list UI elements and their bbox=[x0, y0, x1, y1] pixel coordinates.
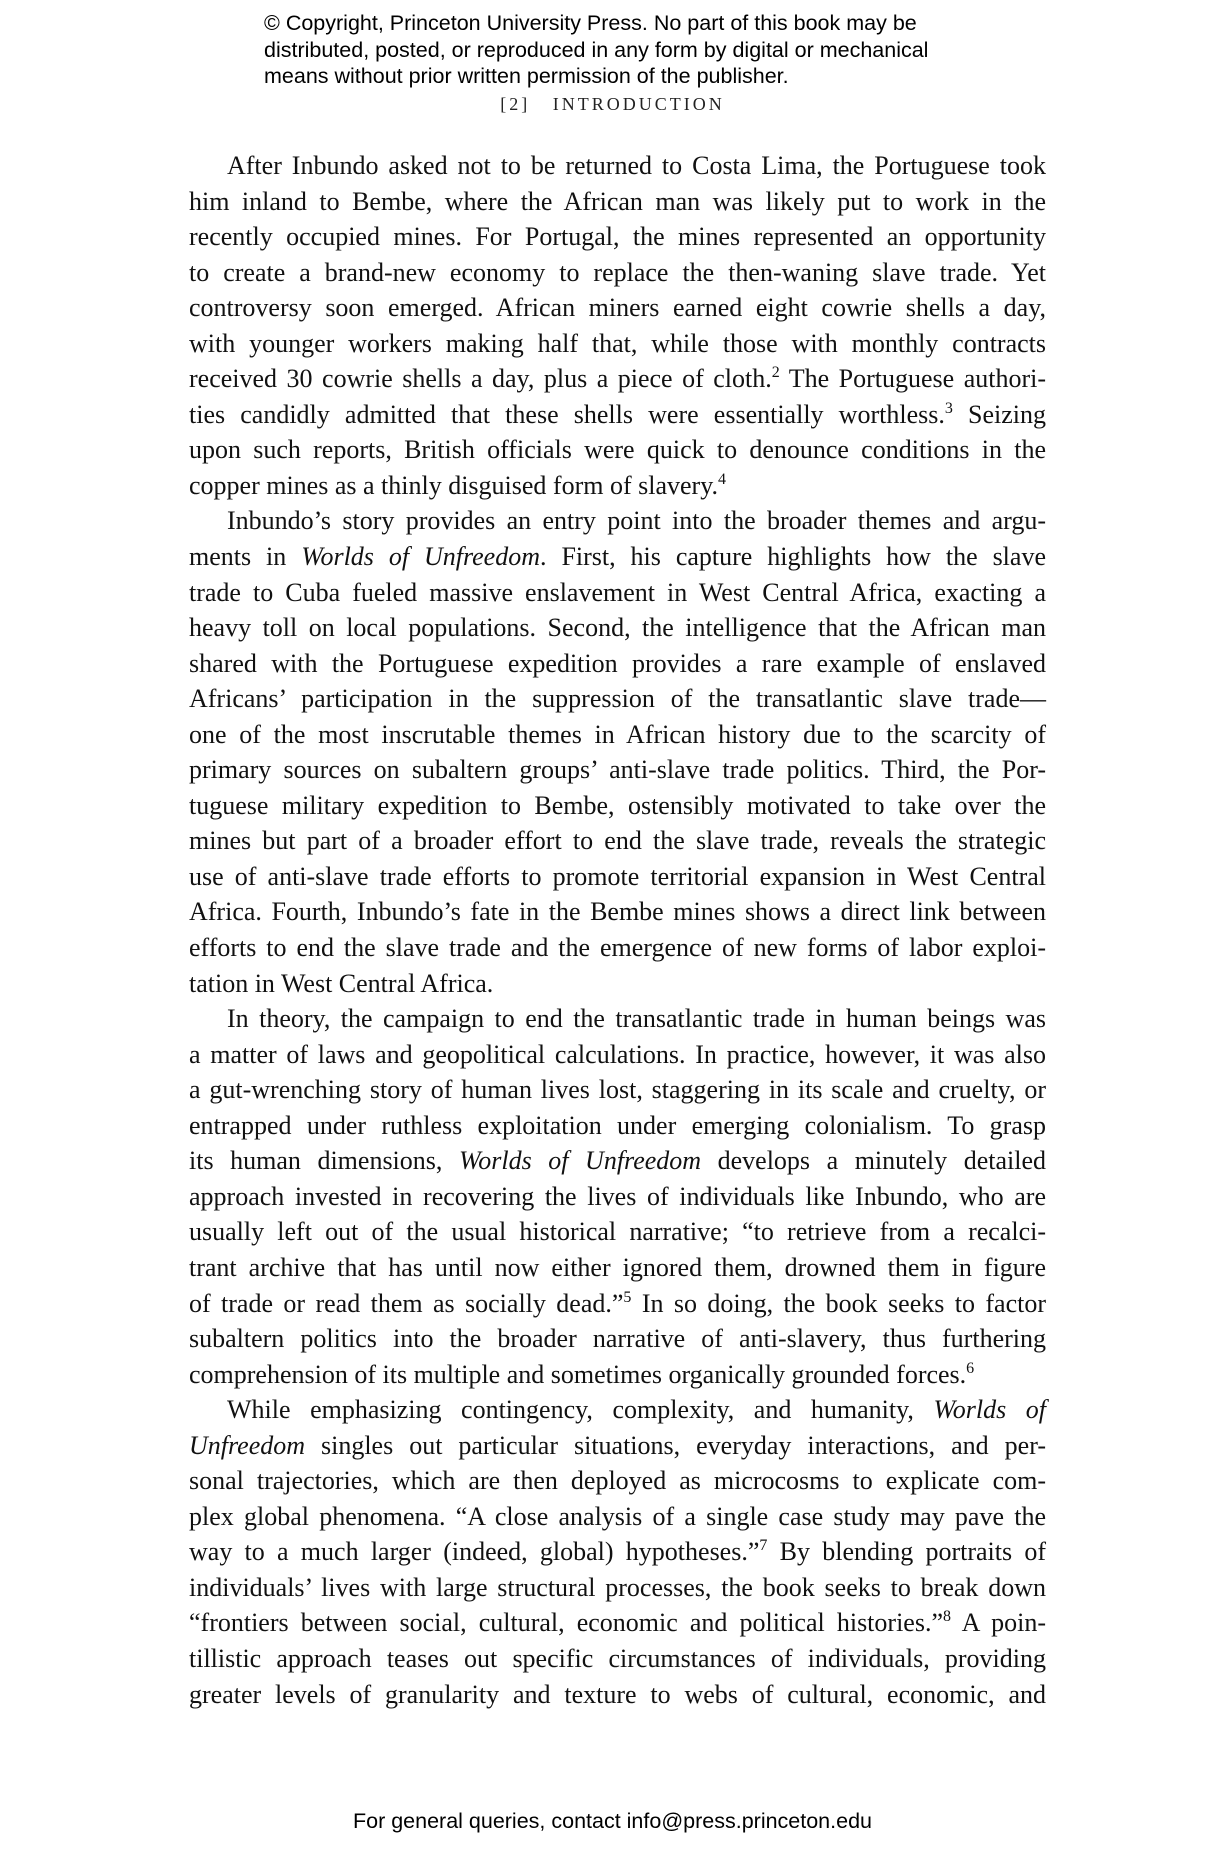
text-line: Africans’ participation in the suppression of the transatlantic slave trade— bbox=[189, 684, 1046, 714]
text-line: mines but part of a broader effort to end the slave trade, reveals the strategic bbox=[189, 826, 1046, 856]
text-line: usually left out of the usual historical narrative; “to retrieve from a recalci- bbox=[189, 1217, 1046, 1247]
text-line: shared with the Portuguese expedition provides a rare example of enslaved bbox=[189, 648, 1046, 678]
text-run: While emphasizing contingency, complexity, and humanity, bbox=[227, 1395, 934, 1425]
text-run: its human dimensions, bbox=[189, 1146, 459, 1176]
text-line: use of anti-slave trade efforts to promote territorial expansion in West Central bbox=[189, 861, 1046, 891]
paragraph bbox=[189, 148, 1046, 503]
text-run: “frontiers between social, cultural, economic and political histories.” bbox=[189, 1608, 943, 1638]
text-line bbox=[189, 539, 1046, 575]
text-run: ments in bbox=[189, 542, 302, 572]
footer-contact: For general queries, contact info@press.princeton.edu bbox=[352, 1809, 872, 1833]
footnote-ref[interactable]: 5 bbox=[623, 1288, 632, 1306]
text-line: plex global phenomena. “A close analysis of a single case study may pave the bbox=[189, 1501, 1046, 1531]
text-run: received 30 cowrie shells a day, plus a piece of cloth. bbox=[189, 364, 772, 394]
text-line bbox=[189, 397, 1046, 433]
footnote-ref[interactable]: 8 bbox=[943, 1608, 951, 1626]
copyright-line: means without prior written permission of the publisher. bbox=[264, 64, 789, 88]
text-line: Africa. Fourth, Inbundo’s fate in the Bembe mines shows a direct link between bbox=[189, 897, 1046, 927]
text-run: A poin- bbox=[951, 1608, 1047, 1638]
book-title: Worlds of Unfreedom bbox=[301, 542, 541, 572]
text-line: primary sources on subaltern groups’ anti-slave trade politics. Third, the Por- bbox=[189, 755, 1046, 785]
page-number: [2] bbox=[500, 94, 531, 114]
text-run: comprehension of its multiple and sometimes organically grounded forces. bbox=[189, 1359, 967, 1389]
copyright-line: © Copyright, Princeton University Press. No part of this book may be bbox=[264, 11, 917, 35]
text-run: of trade or read them as socially dead.” bbox=[189, 1288, 624, 1318]
text-line: to create a brand-new economy to replace the then-waning slave trade. Yet bbox=[189, 257, 1046, 287]
text-line: efforts to end the slave trade and the emergence of new forms of labor exploi- bbox=[189, 933, 1046, 963]
text-line: with younger workers making half that, while those with monthly contracts bbox=[189, 328, 1046, 358]
book-title: Worlds of Unfreedom bbox=[458, 1146, 702, 1176]
text-line: controversy soon emerged. African miners earned eight cowrie shells a day, bbox=[189, 293, 1046, 323]
text-line: recently occupied mines. For Portugal, the mines represented an opportunity bbox=[189, 222, 1046, 252]
text-run: By blending portraits of bbox=[767, 1537, 1046, 1567]
text-line bbox=[189, 1286, 1046, 1322]
text-line: individuals’ lives with large structural processes, the book seeks to break down bbox=[189, 1572, 1046, 1602]
text-line: Inbundo’s story provides an entry point into the broader themes and argu- bbox=[227, 506, 1046, 536]
text-line bbox=[189, 1143, 1046, 1179]
running-head bbox=[0, 94, 1225, 115]
text-run: singles out particular situations, everyday interactions, and per- bbox=[305, 1430, 1046, 1460]
footnote-ref[interactable]: 4 bbox=[718, 470, 727, 488]
footnote-ref[interactable]: 2 bbox=[771, 364, 780, 382]
text-line bbox=[189, 1605, 1046, 1641]
body-text bbox=[189, 148, 1046, 1712]
text-line bbox=[189, 1428, 1046, 1464]
text-run: The Portuguese authori- bbox=[779, 364, 1046, 394]
book-title: Worlds of bbox=[933, 1395, 1046, 1425]
footnote-ref[interactable]: 3 bbox=[944, 399, 953, 417]
text-run: copper mines as a thinly disguised form of slavery. bbox=[189, 470, 719, 500]
text-line bbox=[189, 1357, 1046, 1393]
text-line: tation in West Central Africa. bbox=[189, 968, 494, 998]
text-line: tuguese military expedition to Bembe, ostensibly motivated to take over the bbox=[189, 790, 1046, 820]
text-line: subaltern politics into the broader narrative of anti-slavery, thus furthering bbox=[189, 1324, 1046, 1354]
footnote-ref[interactable]: 6 bbox=[966, 1359, 975, 1377]
text-run: way to a much larger (indeed, global) hypotheses.” bbox=[189, 1537, 760, 1567]
paragraph bbox=[189, 1392, 1046, 1712]
paragraph bbox=[189, 503, 1046, 1001]
text-line: In theory, the campaign to end the transatlantic trade in human beings was bbox=[227, 1004, 1046, 1034]
text-run: . First, his capture highlights how the slave bbox=[540, 542, 1046, 572]
section-title: INTRODUCTION bbox=[552, 94, 725, 114]
text-line: him inland to Bembe, where the African man was likely put to work in the bbox=[189, 186, 1046, 216]
text-line bbox=[189, 468, 1046, 504]
text-line: trade to Cuba fueled massive enslavement in West Central Africa, exacting a bbox=[189, 577, 1046, 607]
text-line: upon such reports, British officials were quick to denounce conditions in the bbox=[189, 435, 1046, 465]
text-line: tillistic approach teases out specific circumstances of individuals, providing bbox=[189, 1643, 1046, 1673]
text-line: one of the most inscrutable themes in African history due to the scarcity of bbox=[189, 719, 1046, 749]
text-line bbox=[189, 1392, 1046, 1428]
copyright-notice bbox=[264, 10, 1024, 90]
text-line: approach invested in recovering the lives of individuals like Inbundo, who are bbox=[189, 1181, 1046, 1211]
text-line: greater levels of granularity and texture to webs of cultural, economic, and bbox=[189, 1679, 1046, 1709]
text-line bbox=[189, 1534, 1046, 1570]
book-title: Unfreedom bbox=[189, 1430, 306, 1460]
text-line: a gut-wrenching story of human lives lost, staggering in its scale and cruelty, or bbox=[189, 1075, 1046, 1105]
text-line: entrapped under ruthless exploitation under emerging colonialism. To grasp bbox=[189, 1110, 1046, 1140]
footnote-ref[interactable]: 7 bbox=[759, 1537, 768, 1555]
copyright-line: distributed, posted, or reproduced in any form by digital or mechanical bbox=[264, 37, 929, 62]
text-run: develops a minutely detailed bbox=[701, 1146, 1046, 1176]
text-line: a matter of laws and geopolitical calculations. In practice, however, it was also bbox=[189, 1039, 1046, 1069]
text-line: trant archive that has until now either ignored them, drowned them in figure bbox=[189, 1252, 1046, 1282]
text-line: After Inbundo asked not to be returned to Costa Lima, the Portuguese took bbox=[227, 151, 1046, 180]
paragraph bbox=[189, 1001, 1046, 1392]
text-run: ties candidly admitted that these shells were essentially worthless. bbox=[189, 399, 945, 429]
text-run: Seizing bbox=[952, 399, 1046, 429]
text-line: sonal trajectories, which are then deployed as microcosms to explicate com- bbox=[189, 1466, 1046, 1496]
text-run: In so doing, the book seeks to factor bbox=[631, 1288, 1046, 1318]
text-line: heavy toll on local populations. Second, the intelligence that the African man bbox=[189, 613, 1046, 643]
text-line bbox=[189, 361, 1046, 397]
